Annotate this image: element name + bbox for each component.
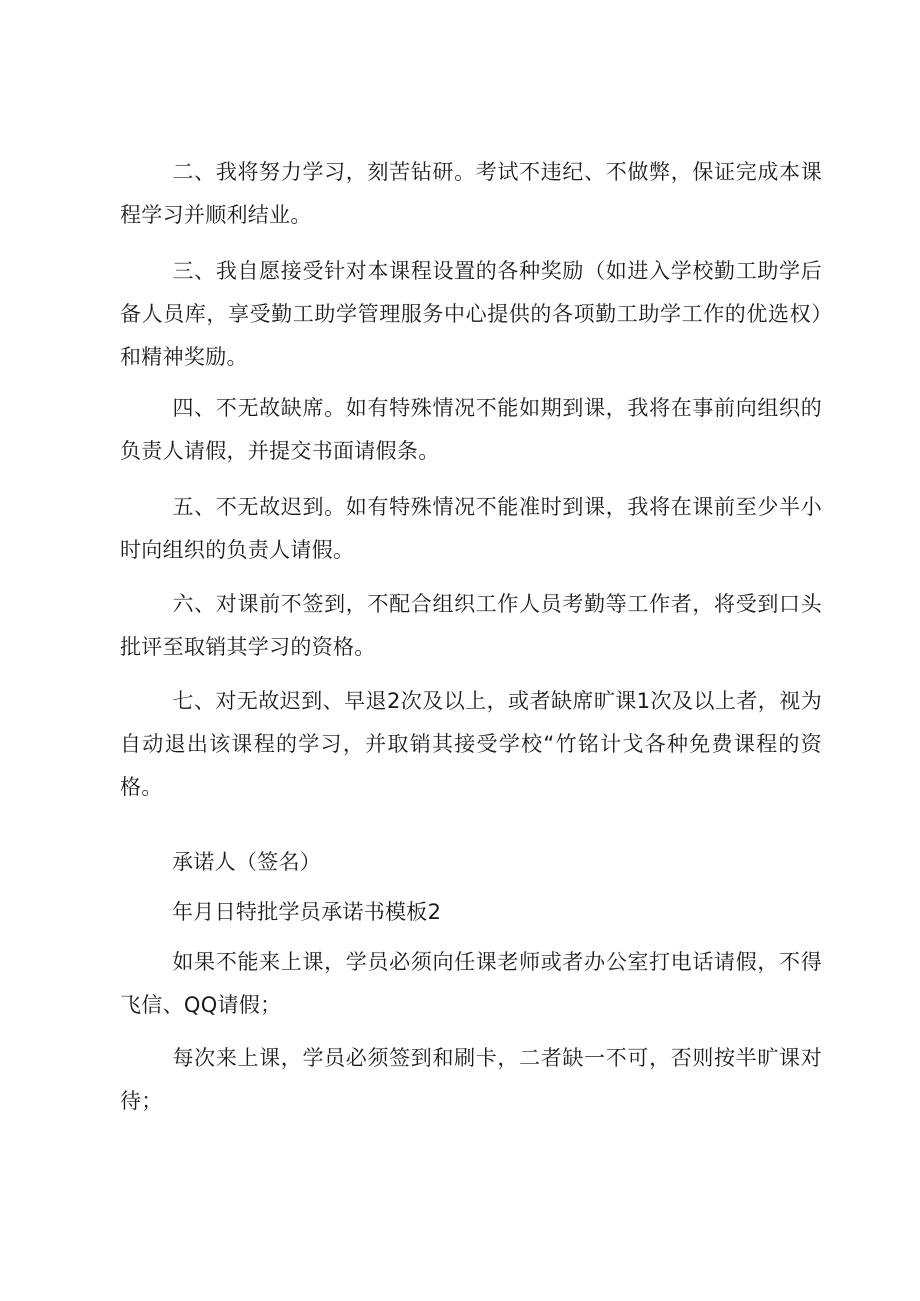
paragraph-item-5: 五、不无故迟到。如有特殊情况不能准时到课，我将在课前至少半小时向组织的负责人请假。 bbox=[120, 495, 822, 562]
paragraph-item-3: 三、我自愿接受针对本课程设置的各种奖励（如进入学校勤工助学后备人员库，享受勤工助学管理服务中心提供的各项勤工助学工作的优选权）和精神奖励。 bbox=[120, 259, 822, 369]
paragraph-item-7: 七、对无故迟到、早退2次及以上，或者缺席旷课1次及以上者，视为自动退出该课程的学习，并取销其接受学校“竹铭计戈各种免费课程的资格。 bbox=[120, 689, 822, 799]
template-heading: 年月日特批学员承诺书模板2 bbox=[172, 900, 442, 924]
rule-item-1: 如果不能来上课，学员必须向任课老师或者办公室打电话请假，不得飞信、QQ请假； bbox=[120, 950, 822, 1017]
paragraph-item-4: 四、不无故缺席。如有特殊情况不能如期到课，我将在事前向组织的负责人请假，并提交书面请假条。 bbox=[120, 396, 822, 463]
rule-item-2: 每次来上课，学员必须签到和刷卡，二者缺一不可，否则按半旷课对待； bbox=[120, 1046, 822, 1113]
paragraph-item-2: 二、我将努力学习，刻苦钻研。考试不违纪、不做弊，保证完成本课程学习并顺利结业。 bbox=[120, 160, 822, 227]
paragraph-item-6: 六、对课前不签到，不配合组织工作人员考勤等工作者，将受到口头批评至取销其学习的资格。 bbox=[120, 592, 822, 659]
signature-label: 承诺人（签名） bbox=[172, 850, 322, 874]
